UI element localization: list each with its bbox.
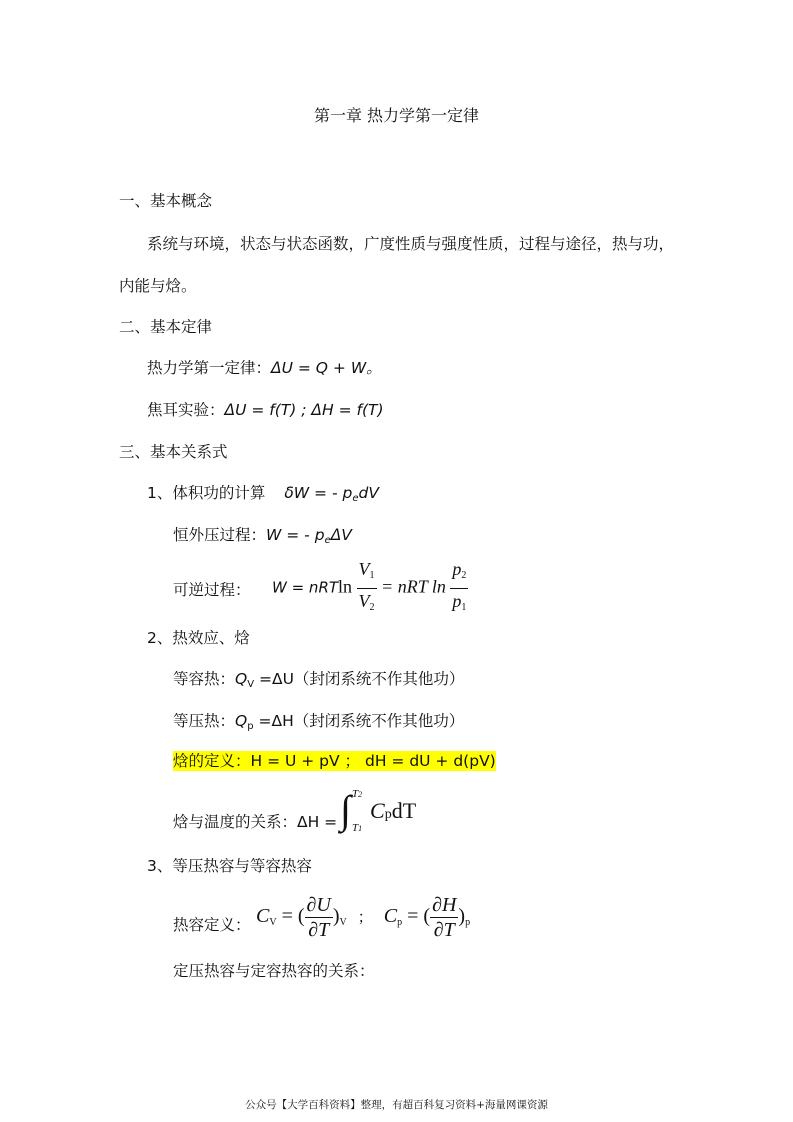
joule-experiment-line <box>147 400 384 420</box>
heat-capacity-relation-label: 定压热容与定容热容的关系： <box>173 962 375 980</box>
section-1-paragraph-line-2: 内能与焓。 <box>119 277 197 295</box>
footer-note: 公众号【大学百科资料】整理，有超百科复习资料+海量网课资源 <box>245 1099 548 1111</box>
constant-pressure-line <box>173 525 352 551</box>
isobaric-tail: =ΔH（封闭系统不作其他功） <box>253 712 465 730</box>
section-1-paragraph-line-1: 系统与环境，状态与状态函数，广度性质与强度性质，过程与途径，热与功， <box>147 235 675 253</box>
volume-work-tail: dV <box>358 484 379 502</box>
isochoric-tail: =ΔU（封闭系统不作其他功） <box>254 670 465 688</box>
joule-formula: ΔU = f(T) ; ΔH = f(T) <box>224 401 384 419</box>
reversible-prefix: W = nRT <box>272 578 339 597</box>
cv-fraction: $\frac{\partial U}{\partial T}$ <box>306 894 331 941</box>
item-2-heading: 2、热效应、焓 <box>147 629 250 647</box>
reversible-mid: = nRT ln <box>381 576 446 597</box>
joule-label: 焦耳实验： <box>147 401 225 419</box>
constant-pressure-sub: e <box>324 535 331 546</box>
first-law-formula: ΔU = Q + W。 <box>271 359 382 377</box>
heat-capacity-formula: $C_V$ = ( $\frac{\partial U}{\partial T}$ )$_V$ ； $C_p$ = ( $\frac{\partial H}{\partial T}$ )$_p$ <box>256 894 471 941</box>
constant-pressure-label: 恒外压过程： <box>173 526 267 544</box>
section-1-heading: 一、基本概念 <box>119 192 213 210</box>
reversible-label: 可逆过程： <box>173 581 251 599</box>
reversible-formula <box>272 557 468 620</box>
volume-work-line <box>147 483 379 509</box>
isobaric-label: 等压热： <box>173 712 236 730</box>
enthalpy-definition-highlighted: 焓的定义：H = U + pV ； dH = dU + d(pV) <box>173 752 496 770</box>
first-law-line <box>147 358 382 378</box>
integral-lower: T1 <box>352 822 363 834</box>
heat-capacity-label: 热容定义： <box>173 916 251 934</box>
first-law-label: 热力学第一定律： <box>147 359 272 377</box>
integral-body: CpdT <box>370 798 417 823</box>
item-3-heading: 3、等压热容与等容热容 <box>147 857 312 875</box>
reversible-ln: ln <box>338 576 353 597</box>
isobaric-heat-line: 等压热：$Q_p =\Delta H$（封闭系统不作其他功） <box>173 712 465 732</box>
integral-upper: T2 <box>352 788 363 800</box>
section-2-heading: 二、基本定律 <box>119 318 213 336</box>
page-title: 第一章 热力学第一定律 <box>313 106 480 125</box>
isochoric-heat-line: 等容热：$Q_V =\Delta U$（封闭系统不作其他功） <box>173 670 465 690</box>
item-1-heading: 1、体积功的计算 <box>147 484 266 502</box>
constant-pressure-tail: ΔV <box>330 526 352 544</box>
cp-fraction: $\frac{\partial H}{\partial T}$ <box>432 894 457 941</box>
volume-work-sub: e <box>352 493 359 504</box>
enthalpy-temperature-label: 焓与温度的关系：ΔH = <box>173 813 338 831</box>
isochoric-label: 等容热： <box>173 670 236 688</box>
constant-pressure-formula: W = - p <box>266 526 325 544</box>
pressure-fraction: $\frac{p_2}{p_1}$ <box>452 559 467 613</box>
volume-work-formula: δW = - p <box>284 484 353 502</box>
section-3-heading: 三、基本关系式 <box>119 443 228 461</box>
enthalpy-integral <box>340 788 460 838</box>
integral-sign: ∫ <box>340 787 351 832</box>
volume-fraction: $\frac{V_1}{V_2}$ <box>358 559 375 613</box>
